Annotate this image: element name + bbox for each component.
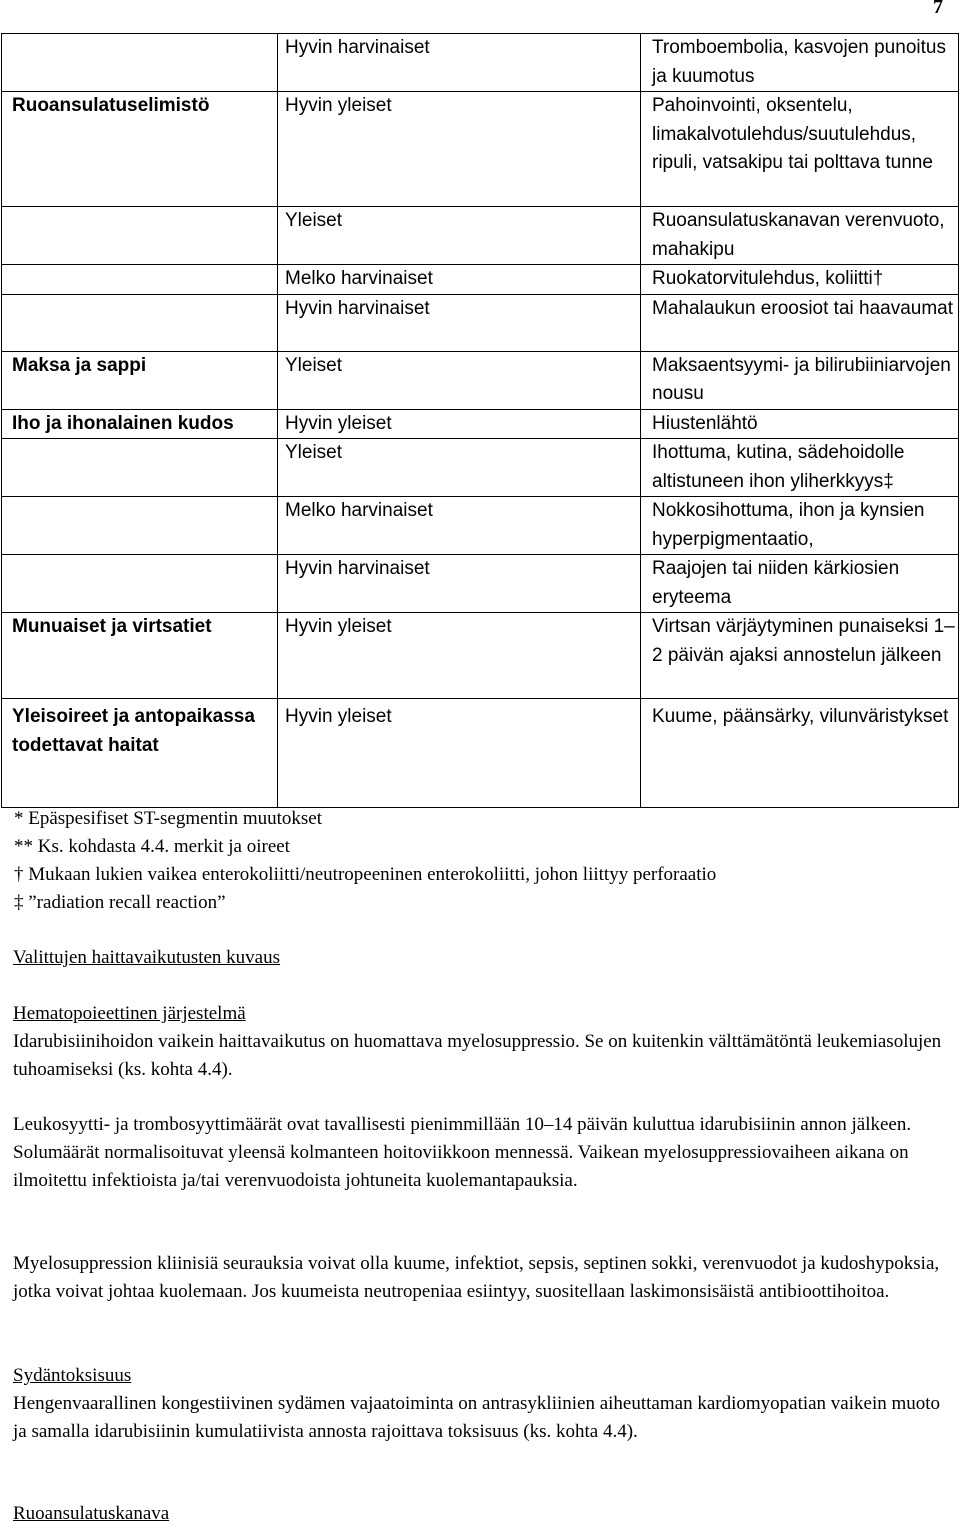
- paragraph: Idarubisiinihoidon vaikein haittavaikutus on huomattava myelosuppressio. Se on kuitenkin välttämätöntä leukemiasolujen tuhoamiseksi (ks. kohta 4.4).: [13, 1031, 942, 1080]
- table-row: [2, 613, 959, 699]
- table-row: [2, 497, 959, 555]
- table-row: [2, 351, 959, 409]
- organ-cell: [2, 555, 278, 613]
- frequency-cell: Hyvin yleiset: [278, 92, 641, 207]
- reaction-cell: Nokkosihottuma, ihon ja kynsien hyperpigmentaatio,: [641, 497, 959, 555]
- frequency-cell: Hyvin yleiset: [278, 699, 641, 808]
- table-row: [2, 555, 959, 613]
- table-row: [2, 439, 959, 497]
- reaction-cell: Tromboembolia, kasvojen punoitus ja kuumotus: [641, 34, 959, 92]
- organ-cell: Munuaiset ja virtsatiet: [2, 613, 278, 699]
- footnotes: [14, 805, 944, 917]
- frequency-cell: Melko harvinaiset: [278, 497, 641, 555]
- reaction-cell: Maksaentsyymi- ja bilirubiiniarvojen nousu: [641, 351, 959, 409]
- cardiotoxicity-section: [13, 1362, 948, 1446]
- frequency-cell: Hyvin harvinaiset: [278, 294, 641, 351]
- reaction-cell: Hiustenlähtö: [641, 409, 959, 439]
- table-row: [2, 207, 959, 265]
- table-row: [2, 409, 959, 439]
- frequency-cell: Melko harvinaiset: [278, 265, 641, 295]
- adverse-reactions-table: [1, 33, 959, 808]
- reaction-cell: Virtsan värjäytyminen punaiseksi 1–2 päivän ajaksi annostelun jälkeen: [641, 613, 959, 699]
- paragraph: Myelosuppression kliinisiä seurauksia voivat olla kuume, infektiot, sepsis, septinen sokki, verenvuodot ja kudoshypoksia, jotka voivat johtaa kuolemaan. Jos kuumeista neutropeniaa esiintyy, suositellaan laskimonsisäistä antibioottihoitoa.: [13, 1253, 940, 1302]
- gi-section-heading: Ruoansulatuskanava: [13, 1503, 170, 1524]
- table-row: [2, 294, 959, 351]
- frequency-cell: Hyvin yleiset: [278, 613, 641, 699]
- organ-cell: [2, 497, 278, 555]
- organ-cell: Iho ja ihonalainen kudos: [2, 409, 278, 439]
- footnote: ‡ ”radiation recall reaction”: [14, 892, 226, 913]
- footnote: ** Ks. kohdasta 4.4. merkit ja oireet: [14, 836, 290, 857]
- hematopoietic-section: [13, 1000, 948, 1084]
- page-number: 7: [933, 0, 943, 18]
- organ-cell: Ruoansulatuselimistö: [2, 92, 278, 207]
- paragraph: Leukosyytti- ja trombosyyttimäärät ovat tavallisesti pienimmillään 10–14 päivän kuluttua idarubisiinin annon jälkeen. Solumäärät normalisoituvat yleensä kolmanteen hoitoviikkoon mennessä. Vaikean myelosuppressiovaiheen aikana on ilmoitettu infektioista ja/tai verenvuodoista johtuneita kuolemantapauksia.: [13, 1114, 912, 1191]
- organ-cell: Yleisoireet ja antopaikassa todettavat haitat: [2, 699, 278, 808]
- frequency-cell: Hyvin harvinaiset: [278, 555, 641, 613]
- organ-cell: [2, 294, 278, 351]
- paragraph: Hengenvaarallinen kongestiivinen sydämen vajaatoiminta on antrasykliinien aiheuttaman kardiomyopatian vaikein muoto ja samalla idarubisiinin kumulatiivista annosta rajoittava toksisuus (ks. kohta 4.4).: [13, 1393, 941, 1442]
- subsection-heading: Hematopoieettinen järjestelmä: [13, 1003, 246, 1024]
- frequency-cell: Hyvin yleiset: [278, 409, 641, 439]
- table-row: [2, 92, 959, 207]
- organ-cell: Maksa ja sappi: [2, 351, 278, 409]
- subsection-heading: Sydäntoksisuus: [13, 1365, 132, 1386]
- frequency-cell: Yleiset: [278, 207, 641, 265]
- table-row: [2, 699, 959, 808]
- reaction-cell: Kuume, päänsärky, vilunväristykset: [641, 699, 959, 808]
- reaction-cell: Pahoinvointi, oksentelu, limakalvotulehdus/suutulehdus, ripuli, vatsakipu tai polttava tunne: [641, 92, 959, 207]
- reaction-cell: Raajojen tai niiden kärkiosien eryteema: [641, 555, 959, 613]
- organ-cell: [2, 439, 278, 497]
- frequency-cell: Yleiset: [278, 439, 641, 497]
- organ-cell: [2, 265, 278, 295]
- footnote: * Epäspesifiset ST-segmentin muutokset: [14, 808, 323, 829]
- frequency-cell: Yleiset: [278, 351, 641, 409]
- table-row: [2, 265, 959, 295]
- organ-cell: [2, 207, 278, 265]
- reaction-cell: Ihottuma, kutina, sädehoidolle altistuneen ihon yliherkkyys‡: [641, 439, 959, 497]
- organ-cell: [2, 34, 278, 92]
- table-row: [2, 34, 959, 92]
- footnote: † Mukaan lukien vaikea enterokoliitti/neutropeeninen enterokoliitti, johon liittyy perforaatio: [14, 864, 717, 885]
- section-heading: Valittujen haittavaikutusten kuvaus: [13, 947, 281, 968]
- reaction-cell: Ruoansulatuskanavan verenvuoto, mahakipu: [641, 207, 959, 265]
- frequency-cell: Hyvin harvinaiset: [278, 34, 641, 92]
- reaction-cell: Mahalaukun eroosiot tai haavaumat: [641, 294, 959, 351]
- reaction-cell: Ruokatorvitulehdus, koliitti†: [641, 265, 959, 295]
